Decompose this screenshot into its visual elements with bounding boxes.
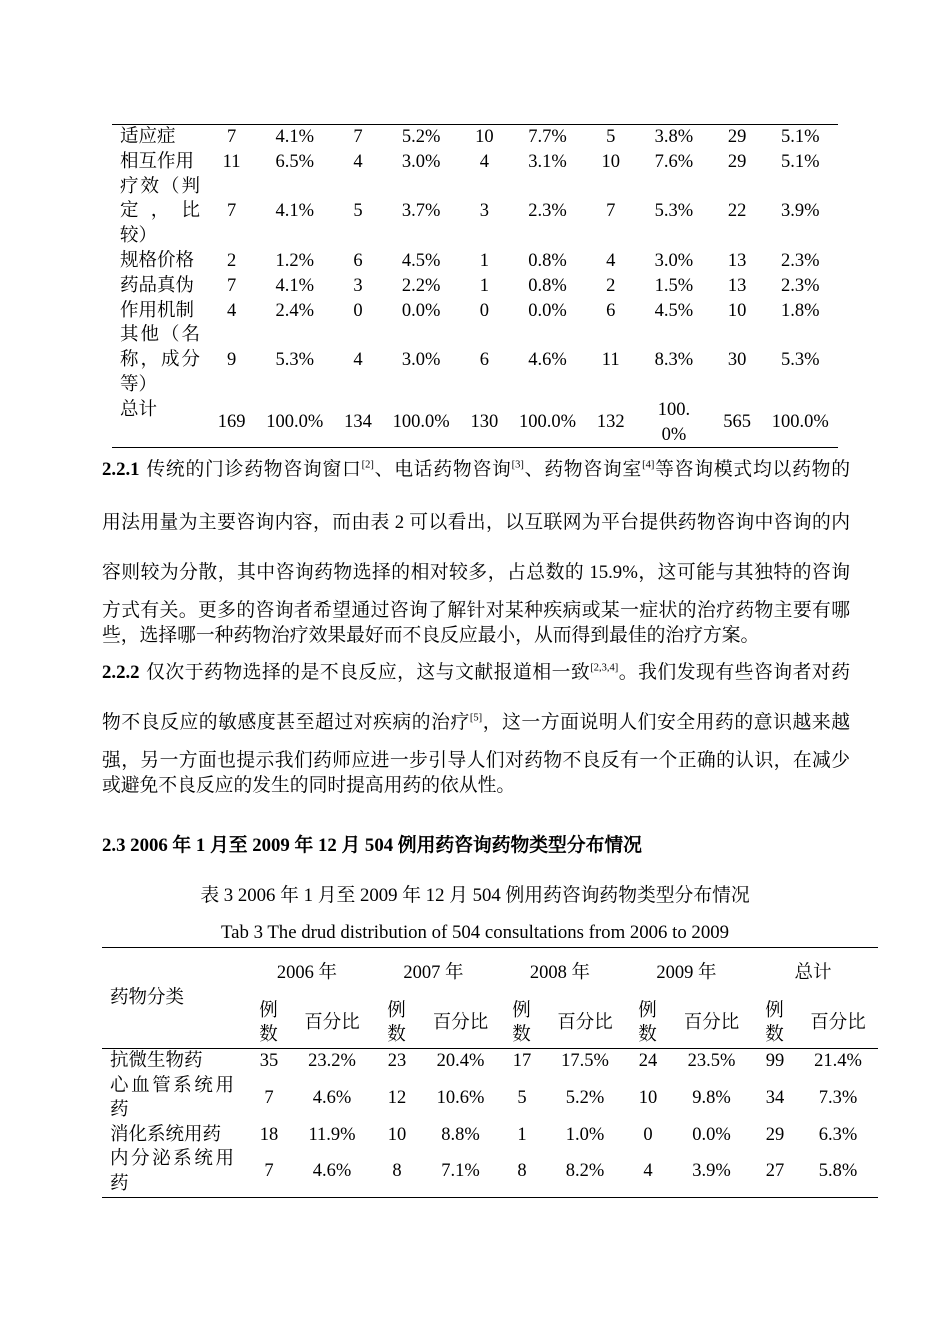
- count-header-text: 例数: [765, 1000, 784, 1045]
- table-cell: [516, 249, 579, 274]
- table-cell: [769, 348, 832, 373]
- cell-value: 5.3%: [275, 350, 315, 371]
- cell-value: 10: [601, 151, 620, 172]
- table-cell: 1.0%: [565, 1124, 605, 1145]
- table-row: [112, 150, 838, 175]
- section-heading-2-3: 2.3 2006 年 1 月至 2009 年 12 月 504 例用药咨询药物类型分布情况: [102, 835, 642, 856]
- row-label: 总计: [120, 399, 158, 420]
- table-cell: [263, 299, 326, 324]
- cell-value: 1: [479, 275, 489, 296]
- count-header-text: 例数: [259, 1000, 278, 1045]
- category-header: 药物分类: [110, 988, 185, 1008]
- table-3-bottom-rule: [102, 1197, 878, 1198]
- cell-value: 4: [226, 300, 237, 321]
- table-cell: [390, 348, 453, 373]
- table-cell: 34: [765, 1087, 785, 1108]
- citation-ref: [3]: [511, 459, 524, 471]
- table-cell: 7.3%: [818, 1087, 858, 1108]
- cell-value: 1: [479, 250, 489, 271]
- year-header-2008: 2008 年: [529, 962, 591, 983]
- cell-value: 11: [601, 350, 620, 371]
- cell-value: 0: [353, 300, 363, 321]
- table-cell: [263, 199, 326, 224]
- percent-header: 百分比: [683, 1012, 740, 1033]
- cell-value: 0.0%: [401, 300, 441, 321]
- table-cell: [263, 274, 326, 299]
- cell-value: 5: [353, 201, 363, 222]
- cell-value: 7.7%: [528, 127, 567, 147]
- table-cell: [642, 398, 705, 448]
- cell-value: 5.3%: [654, 201, 694, 222]
- cell-value: 100.0%: [519, 412, 577, 433]
- table-cell: [579, 150, 642, 175]
- table-3: [102, 948, 878, 1196]
- cell-value: 7.6%: [654, 151, 694, 172]
- table-cell: [453, 410, 516, 435]
- table-cell: [390, 274, 453, 299]
- cell-value: 4: [606, 250, 616, 271]
- cell-value: 5.3%: [781, 350, 820, 371]
- table-cell: [200, 249, 263, 274]
- cell-value: 8.3%: [654, 350, 694, 371]
- cell-value: 13: [727, 250, 747, 271]
- table-cell: [642, 150, 705, 175]
- body-text: 物不良反应的敏感度甚至超过对疾病的治疗: [102, 712, 470, 733]
- table-cell: 99: [765, 1051, 785, 1071]
- paragraph-2-2-2-line: [102, 711, 850, 735]
- paragraph-2-2-1-line: 方式有关。更多的咨询者希望通过咨询了解针对某种疾病或某一症状的治疗药物主要有哪: [102, 600, 850, 621]
- table-cell: 4.6%: [312, 1087, 352, 1108]
- table-cell: [706, 299, 769, 324]
- cell-value: 4.1%: [275, 275, 315, 296]
- total-header: 总计: [794, 962, 832, 983]
- table-cell: [642, 249, 705, 274]
- cell-value: 13: [727, 275, 747, 296]
- table-cell: [579, 249, 642, 274]
- cell-value: 134: [344, 412, 372, 433]
- cell-value: 100.0%: [392, 412, 450, 433]
- cell-value: 4: [479, 151, 489, 172]
- table-cell: [769, 199, 832, 224]
- row-label: 药品真伪: [120, 275, 195, 296]
- cell-value: 10: [475, 127, 494, 147]
- table-cell: 35: [259, 1051, 279, 1071]
- table-cell: [516, 348, 579, 373]
- cell-value: 7: [606, 201, 616, 222]
- table-cell: [769, 299, 832, 324]
- cell-value: 3.0%: [401, 151, 441, 172]
- table-cell: [453, 299, 516, 324]
- table-cell: [263, 249, 326, 274]
- percent-header: 百分比: [557, 1012, 613, 1033]
- table-cell: 29: [765, 1124, 785, 1145]
- table-cell: [200, 348, 263, 373]
- paragraph-2-2-2-line: 或避免不良反应的发生的同时提高用药的依从性。: [102, 775, 516, 796]
- cell-value: 6: [353, 250, 363, 271]
- table-3-caption-cn: 表 3 2006 年 1 月至 2009 年 12 月 504 例用药咨询药物类型分布情况: [200, 885, 750, 906]
- cell-value: 565: [723, 412, 751, 433]
- table-cell: [200, 150, 263, 175]
- count-header-text: 例数: [387, 1000, 406, 1045]
- cell-value: 2: [606, 275, 616, 296]
- table-cell: [453, 199, 516, 224]
- paragraph-2-2-1-line: 用法用量为主要咨询内容，而由表 2 可以看出，以互联网为平台提供药物咨询中咨询的内: [102, 512, 850, 533]
- table-cell: [769, 150, 832, 175]
- table-cell: 5: [517, 1087, 527, 1108]
- table-cell: [200, 199, 263, 224]
- table-cell: 8: [392, 1161, 402, 1182]
- table-cell: [516, 410, 579, 435]
- count-header: [244, 999, 294, 1047]
- table-cell: 7.1%: [441, 1161, 480, 1182]
- table-cell: [263, 348, 326, 373]
- cell-value: 6: [606, 300, 616, 321]
- table-cell: 5.2%: [565, 1087, 605, 1108]
- table-cell: [706, 125, 769, 150]
- table-cell: 10: [387, 1124, 407, 1145]
- table-cell: [326, 199, 389, 224]
- table-cell: 21.4%: [814, 1051, 862, 1071]
- table-cell: 23: [387, 1051, 407, 1071]
- cell-value: 4: [353, 350, 363, 371]
- row-label-text: 抗微生物药: [110, 1051, 203, 1071]
- cell-value: 10: [727, 300, 747, 321]
- table-row: [102, 1049, 878, 1074]
- table-cell: 1: [517, 1124, 527, 1145]
- cell-value: 4.5%: [654, 300, 694, 321]
- table-cell: 17: [512, 1051, 532, 1071]
- table-cell: [200, 299, 263, 324]
- table-cell: 4.6%: [312, 1161, 352, 1182]
- table-row: [112, 125, 838, 150]
- cell-value: 1.8%: [781, 300, 820, 321]
- cell-value: 7: [353, 127, 363, 147]
- percent-header: 百分比: [810, 1012, 866, 1033]
- cell-value: 5: [606, 127, 616, 147]
- table-cell: 7: [264, 1161, 274, 1182]
- row-label: 规格价格: [120, 250, 195, 271]
- row-label-text: 消化系统用药: [110, 1124, 222, 1145]
- body-text: ，这一方面说明人们安全用药的意识越来越: [482, 712, 850, 733]
- table-row: [112, 274, 838, 299]
- cell-value: 100.0%: [771, 412, 829, 433]
- cell-value: 1.2%: [275, 250, 315, 271]
- table-cell: [453, 125, 516, 150]
- table-row: [112, 175, 838, 249]
- table-cell: 10.6%: [436, 1087, 485, 1108]
- cell-value: 100.0%: [266, 412, 324, 433]
- table-cell: [706, 274, 769, 299]
- table-cell: 6.3%: [818, 1124, 858, 1145]
- table-cell: [516, 125, 579, 150]
- table-cell: [579, 125, 642, 150]
- table-3-header: [102, 948, 878, 1048]
- table-cell: [769, 125, 832, 150]
- section-number: 2.2.2: [102, 662, 140, 683]
- cell-value: 9: [226, 350, 237, 371]
- table-row: [102, 1147, 878, 1196]
- table-cell: [642, 199, 705, 224]
- table-row: [102, 1123, 878, 1148]
- table-cell: [200, 125, 263, 150]
- cell-value: 2.4%: [275, 300, 315, 321]
- table-cell: [706, 249, 769, 274]
- table-cell: [706, 410, 769, 435]
- table-cell: [326, 249, 389, 274]
- table-cell: [326, 348, 389, 373]
- cell-value: 7: [226, 127, 237, 147]
- body-text: 。我们发现有些咨询者对药: [618, 662, 851, 683]
- table-cell: [516, 150, 579, 175]
- table-row: [102, 1074, 878, 1123]
- cell-value: 3.0%: [654, 250, 694, 271]
- table-cell: 27: [765, 1161, 785, 1182]
- paragraph-2-2-1-line: 容则较为分散，其中咨询药物选择的相对较多，占总数的 15.9%，这可能与其独特的咨询: [102, 562, 850, 583]
- paragraph-2-2-1-line: [102, 458, 850, 482]
- table-cell: [642, 348, 705, 373]
- citation-ref: [2]: [361, 459, 374, 471]
- table-cell: 17.5%: [561, 1051, 609, 1071]
- body-text: 等咨询模式均以药物的: [654, 459, 851, 480]
- citation-ref: [4]: [642, 459, 655, 471]
- table-cell: 23.5%: [687, 1051, 736, 1071]
- table-cell: [769, 249, 832, 274]
- cell-value: 0: [479, 300, 489, 321]
- table-3-body: [102, 1049, 878, 1196]
- table-cell: [516, 199, 579, 224]
- table-cell: 11.9%: [308, 1124, 356, 1145]
- cell-value: 132: [596, 412, 625, 433]
- cell-value: 130: [470, 412, 499, 433]
- table-cell: [579, 348, 642, 373]
- cell-value: 5.1%: [781, 151, 820, 172]
- cell-value: 3.1%: [528, 151, 567, 172]
- table-cell: [263, 410, 326, 435]
- table-cell: [579, 299, 642, 324]
- table-cell: [390, 410, 453, 435]
- row-label: 适应症: [120, 127, 176, 147]
- table-row: [112, 249, 838, 274]
- table-cell: [326, 299, 389, 324]
- table-cell: [390, 199, 453, 224]
- row-label: [102, 1147, 244, 1196]
- count-header: [497, 999, 547, 1047]
- citation-ref: [2,3,4]: [590, 662, 619, 674]
- table-cell: [706, 199, 769, 224]
- table-cell: [516, 274, 579, 299]
- count-header-text: 例数: [512, 1000, 531, 1045]
- table-cell: 9.8%: [692, 1087, 731, 1108]
- table-cell: 5.8%: [818, 1161, 858, 1182]
- table-cell: [516, 299, 579, 324]
- row-label: 其他（名称，成分等）: [120, 325, 200, 395]
- table-row: [112, 323, 838, 397]
- row-label: 疗效（判定，比较）: [120, 176, 200, 247]
- table-cell: 8.8%: [441, 1124, 480, 1145]
- table-cell: 23.2%: [308, 1051, 356, 1071]
- cell-value: 11: [222, 151, 241, 172]
- count-header: [750, 999, 800, 1047]
- table-cell: 7: [264, 1087, 274, 1108]
- body-text: 、电话药物咨询: [373, 459, 512, 480]
- row-label: 相互作用: [120, 151, 195, 172]
- table-row: [112, 299, 838, 324]
- table-cell: [326, 274, 389, 299]
- table-cell: 8.2%: [565, 1161, 605, 1182]
- paragraph-2-2-1-line: 些，选择哪一种药物治疗效果最好而不良反应最小，从而得到最佳的治疗方案。: [102, 625, 760, 646]
- table-cell: [706, 348, 769, 373]
- cell-value: 2.2%: [401, 275, 441, 296]
- cell-value: 1.5%: [654, 275, 694, 296]
- cell-value: 4: [353, 151, 363, 172]
- cell-value: 2.3%: [781, 275, 820, 296]
- citation-ref: [5]: [469, 712, 483, 724]
- row-label-text: 心血管系统用药: [110, 1075, 234, 1120]
- count-header: [370, 999, 424, 1047]
- table-cell: 4: [643, 1161, 653, 1182]
- body-text: 传统的门诊药物咨询窗口: [145, 459, 362, 480]
- body-text: 、药物咨询室: [523, 459, 643, 480]
- cell-value: 29: [727, 127, 747, 147]
- table-cell: [769, 274, 832, 299]
- table-cell: [706, 150, 769, 175]
- cell-value: 4.5%: [401, 250, 441, 271]
- cell-value: 0.8%: [528, 275, 567, 296]
- table-cell: [453, 274, 516, 299]
- table-cell: [200, 410, 263, 435]
- row-label: [102, 1049, 244, 1074]
- table-cell: 8: [517, 1161, 527, 1182]
- table-cell: 20.4%: [436, 1051, 485, 1071]
- cell-value: 2.3%: [781, 250, 820, 271]
- cell-value: 29: [727, 151, 747, 172]
- table-cell: 24: [638, 1051, 658, 1071]
- table-cell: 3.9%: [692, 1161, 731, 1182]
- cell-value: 3: [353, 275, 363, 296]
- cell-value: 7: [226, 275, 237, 296]
- table-cell: [390, 249, 453, 274]
- cell-value: 169: [217, 412, 246, 433]
- cell-value: 3.0%: [401, 350, 441, 371]
- table-cell: [326, 150, 389, 175]
- cell-value: 100.0%: [657, 399, 691, 445]
- table-cell: [453, 249, 516, 274]
- table-3-header-rule: [102, 1048, 878, 1049]
- table-cell: 10: [638, 1087, 658, 1108]
- table-cell: 0.0%: [692, 1124, 731, 1145]
- table-cell: [642, 274, 705, 299]
- table-cell: 12: [387, 1087, 407, 1108]
- table-cell: [390, 125, 453, 150]
- cell-value: 3: [479, 201, 489, 222]
- count-header: [623, 999, 673, 1047]
- paragraph-2-2-2-line: 强，另一方面也提示我们药师应进一步引导人们对药物不良反有一个正确的认识，在减少: [102, 750, 850, 771]
- table-cell: [390, 150, 453, 175]
- table-cell: [326, 410, 389, 435]
- table-cell: 18: [259, 1124, 279, 1145]
- table-cell: [642, 125, 705, 150]
- section-number: 2.2.1: [102, 459, 140, 480]
- year-header-2007: 2007 年: [403, 962, 464, 983]
- cell-value: 30: [727, 350, 747, 371]
- table-cell: [263, 125, 326, 150]
- row-label-text: 内分泌系统用药: [110, 1149, 234, 1194]
- percent-header: 百分比: [304, 1012, 360, 1033]
- cell-value: 4.6%: [528, 350, 567, 371]
- paragraph-2-2-2-line: [102, 661, 850, 685]
- year-header-2006: 2006 年: [276, 962, 338, 983]
- table-cell: [453, 348, 516, 373]
- table-2-bottom-rule: [112, 447, 838, 448]
- cell-value: 0.0%: [528, 300, 567, 321]
- cell-value: 6.5%: [275, 151, 315, 172]
- table-cell: [263, 150, 326, 175]
- table-cell: [579, 199, 642, 224]
- table-cell: [326, 125, 389, 150]
- body-text: 仅次于药物选择的是不良反应，这与文献报道相一致: [145, 662, 591, 683]
- cell-value: 5.1%: [781, 127, 820, 147]
- cell-value: 3.8%: [654, 127, 694, 147]
- cell-value: 2.3%: [528, 201, 567, 222]
- table-cell: [579, 274, 642, 299]
- table-row: [112, 398, 838, 448]
- year-header-2009: 2009 年: [656, 962, 717, 983]
- cell-value: 4.1%: [275, 201, 315, 222]
- cell-value: 5.2%: [401, 127, 441, 147]
- table-cell: [453, 150, 516, 175]
- cell-value: 3.9%: [781, 201, 820, 222]
- cell-value: 22: [727, 201, 747, 222]
- row-label: 作用机制: [120, 300, 195, 321]
- table-cell: [579, 410, 642, 435]
- row-label: [102, 1123, 244, 1148]
- table-2-continued: [112, 125, 838, 447]
- cell-value: 0.8%: [528, 250, 567, 271]
- cell-value: 7: [226, 201, 237, 222]
- count-header-text: 例数: [638, 1000, 657, 1045]
- percent-header: 百分比: [432, 1012, 489, 1033]
- table-cell: [200, 274, 263, 299]
- cell-value: 2: [226, 250, 237, 271]
- cell-value: 4.1%: [275, 127, 315, 147]
- table-cell: [642, 299, 705, 324]
- table-cell: 0: [643, 1124, 653, 1145]
- cell-value: 6: [479, 350, 489, 371]
- cell-value: 3.7%: [401, 201, 441, 222]
- table-cell: [390, 299, 453, 324]
- table-3-caption-en: Tab 3 The drud distribution of 504 consultations from 2006 to 2009: [221, 922, 729, 943]
- table-cell: [769, 410, 832, 435]
- row-label: [102, 1074, 244, 1123]
